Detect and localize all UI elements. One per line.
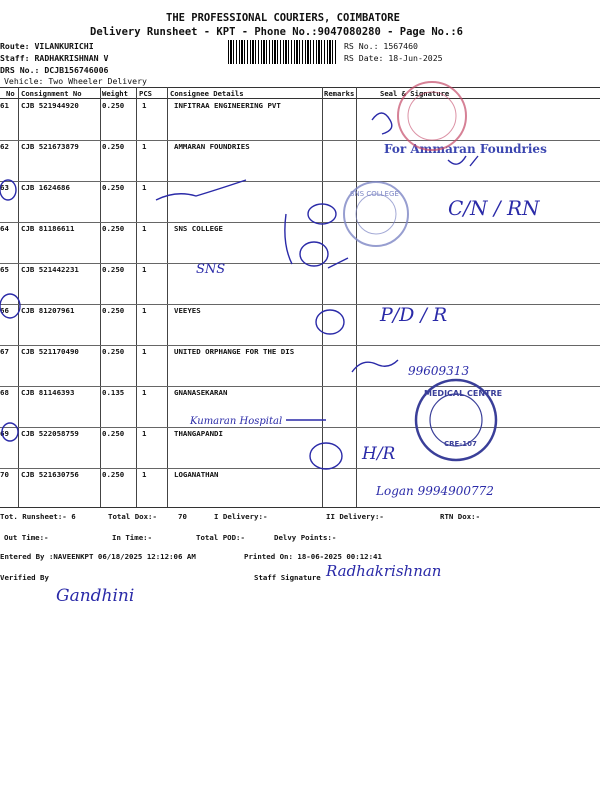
row-number: 66 (0, 306, 9, 315)
handwritten-phone: 99609313 (408, 364, 470, 378)
col-header-remarks: Remarks (324, 89, 355, 98)
col-header-consignee: Consignee Details (170, 89, 244, 98)
pcs-value: 1 (142, 142, 147, 151)
weight-value: 0.250 (102, 429, 125, 438)
weight-value: 0.250 (102, 265, 125, 274)
row-number: 68 (0, 388, 9, 397)
out-time: Out Time:- (4, 533, 49, 542)
pcs-value: 1 (142, 183, 147, 192)
consignment-number: CJB 521673879 (21, 142, 79, 151)
col-header-no: No (6, 89, 15, 98)
handwritten-ammaran-seal: For Ammaran Foundries (384, 142, 547, 156)
route-label: Route: VILANKURICHI (0, 41, 94, 51)
delvy-points: Delvy Points:- (274, 533, 337, 542)
handwritten-hr: H/R (362, 444, 396, 464)
medical-stamp-code: CRE-107 (444, 440, 477, 448)
weight-value: 0.250 (102, 101, 125, 110)
consignment-number: CJB 521630756 (21, 470, 79, 479)
consignee-name: SNS COLLEGE (174, 224, 223, 233)
weight-value: 0.250 (102, 470, 125, 479)
total-dox-value: 70 (178, 512, 187, 521)
consignment-number: CJB 81207961 (21, 306, 75, 315)
col-header-seal: Seal & Signature (380, 89, 450, 98)
entered-by: Entered By :NAVEENKPT 06/18/2025 12:12:06 AM (0, 552, 196, 561)
printed-on: Printed On: 18-06-2025 00:12:41 (244, 552, 382, 561)
row-number: 67 (0, 347, 9, 356)
consignment-number: CJB 521944920 (21, 101, 79, 110)
row-number: 69 (0, 429, 9, 438)
vehicle-label: Vehicle: Two Wheeler Delivery (4, 76, 147, 86)
pcs-value: 1 (142, 470, 147, 479)
row-number: 61 (0, 101, 9, 110)
consignment-number: CJB 521442231 (21, 265, 79, 274)
staff-signature-label: Staff Signature (254, 573, 321, 582)
pcs-value: 1 (142, 429, 147, 438)
consignee-name: THANGAPANDI (174, 429, 223, 438)
row-number: 64 (0, 224, 9, 233)
in-time: In Time:- (112, 533, 153, 542)
consignment-number: CJB 81186611 (21, 224, 75, 233)
consignee-name: UNITED ORPHANGE FOR THE DIS (174, 347, 295, 356)
consignee-name: VEEYES (174, 306, 201, 315)
company-title: THE PROFESSIONAL COURIERS, COIMBATORE (166, 12, 400, 24)
runsheet-subtitle: Delivery Runsheet - KPT - Phone No.:9047080280 - Page No.:6 (90, 26, 463, 38)
consignee-name: LOGANATHAN (174, 470, 219, 479)
pcs-value: 1 (142, 101, 147, 110)
total-dox-label: Total Dox:- (108, 512, 157, 521)
consignment-number: CJB 1624686 (21, 183, 70, 192)
red-seal-stamp (398, 82, 466, 150)
i-delivery: I Delivery:- (214, 512, 268, 521)
consignment-number: CJB 522058759 (21, 429, 79, 438)
ii-delivery: II Delivery:- (326, 512, 384, 521)
handwritten-cn-rn: C/N / RN (448, 196, 540, 220)
verified-signature: Gandhini (56, 586, 135, 606)
pcs-value: 1 (142, 347, 147, 356)
weight-value: 0.250 (102, 224, 125, 233)
staff-label: Staff: RADHAKRISHNAN V (0, 53, 109, 63)
rs-date: RS Date: 18-Jun-2025 (344, 53, 443, 63)
col-header-pcs: PCS (139, 89, 152, 98)
weight-value: 0.135 (102, 388, 125, 397)
verified-by-label: Verified By (0, 573, 49, 582)
col-header-consignment: Consignment No (21, 89, 82, 98)
row-number: 65 (0, 265, 9, 274)
staff-handwritten-signature: Radhakrishnan (326, 562, 442, 580)
pen-marks (0, 113, 478, 469)
rtn-dox: RTN Dox:- (440, 512, 481, 521)
handwritten-logan: Logan 9994900772 (376, 484, 494, 498)
handwritten-pd: P/D / R (380, 304, 448, 326)
medical-stamp-text: MEDICAL CENTRE (424, 389, 503, 398)
handwritten-sns: SNS (196, 262, 226, 277)
row-number: 62 (0, 142, 9, 151)
weight-value: 0.250 (102, 183, 125, 192)
pcs-value: 1 (142, 388, 147, 397)
col-header-weight: Weight (102, 89, 128, 98)
weight-value: 0.250 (102, 347, 125, 356)
sns-stamp-text: SNS COLLEGE (350, 190, 399, 198)
pcs-value: 1 (142, 224, 147, 233)
drs-label: DRS No.: DCJB156746006 (0, 65, 109, 75)
consignment-number: CJB 81146393 (21, 388, 75, 397)
row-number: 70 (0, 470, 9, 479)
weight-value: 0.250 (102, 142, 125, 151)
rs-no: RS No.: 1567460 (344, 41, 418, 51)
pcs-value: 1 (142, 265, 147, 274)
row-number: 63 (0, 183, 9, 192)
consignee-name: INFITRAA ENGINEERING PVT (174, 101, 281, 110)
handwritten-kumaran: Kumaran Hospital (190, 416, 283, 427)
weight-value: 0.250 (102, 306, 125, 315)
consignee-name: AMMARAN FOUNDRIES (174, 142, 250, 151)
consignee-name: GNANASEKARAN (174, 388, 228, 397)
pcs-value: 1 (142, 306, 147, 315)
consignment-number: CJB 521170490 (21, 347, 79, 356)
total-pod: Total POD:- (196, 533, 245, 542)
tot-runsheet: Tot. Runsheet:- 6 (0, 512, 76, 521)
